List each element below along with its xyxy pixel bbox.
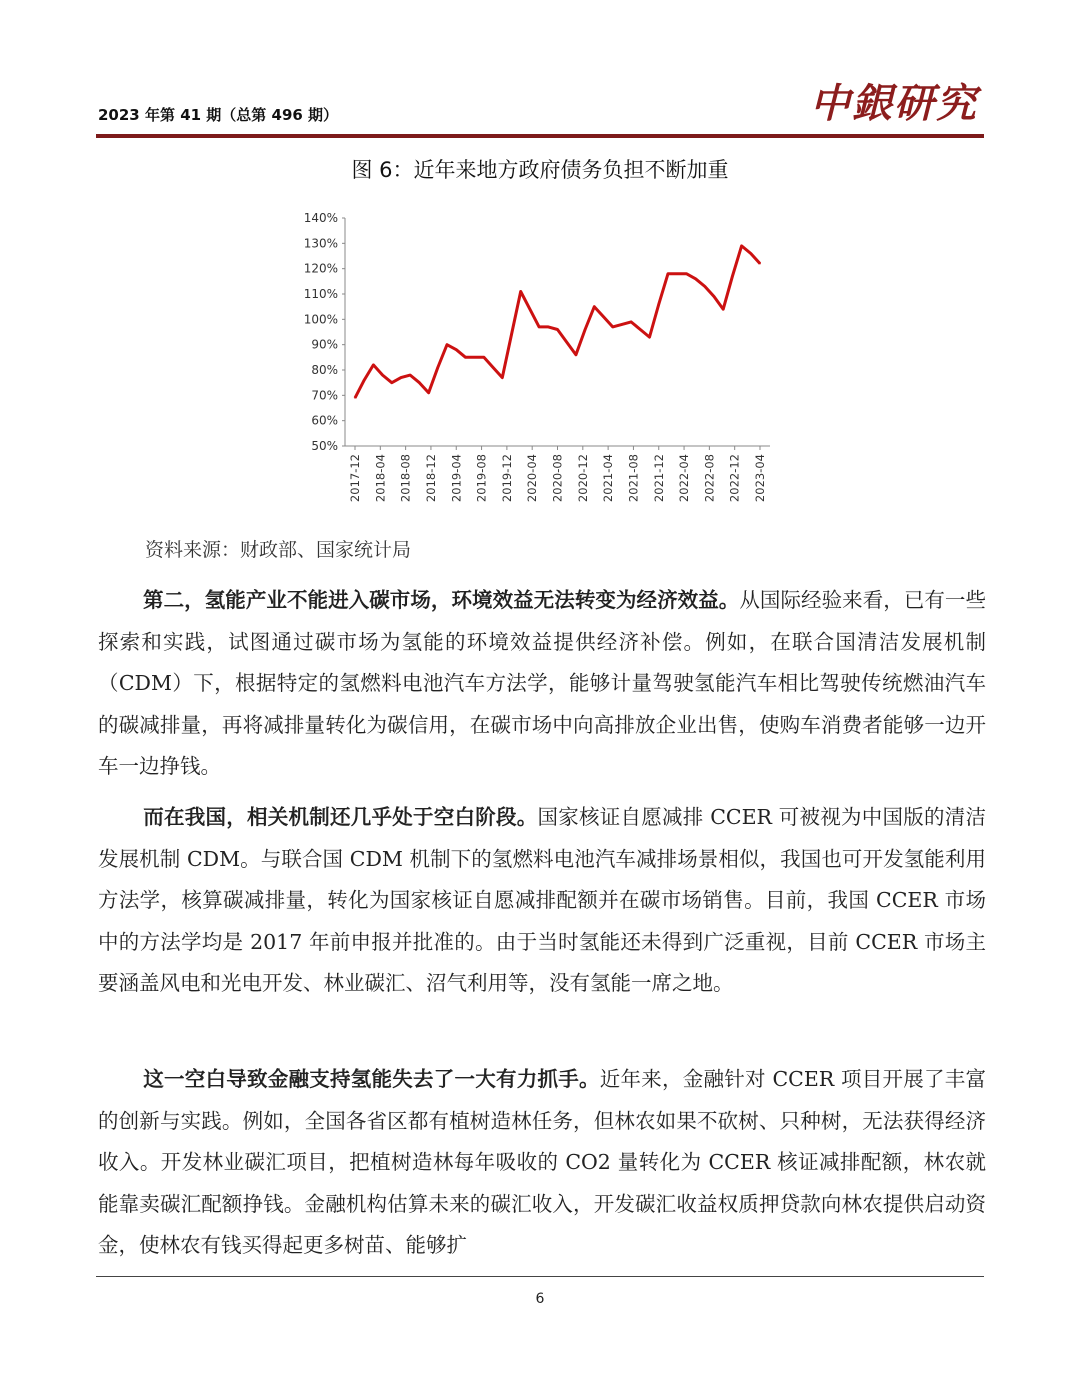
data-point — [732, 275, 734, 277]
data-point — [603, 316, 605, 318]
paragraph-2 — [98, 797, 986, 1005]
data-point — [667, 273, 669, 275]
data-point — [676, 273, 678, 275]
paragraph-1-lead: 第二，氢能产业不能进入碳市场，环境效益无法转变为经济效益。 — [143, 588, 740, 612]
y-tick-label: 60% — [311, 413, 338, 428]
y-tick-label: 100% — [303, 312, 338, 327]
data-point — [511, 334, 513, 336]
data-point — [455, 349, 457, 351]
paragraph-2-lead: 而在我国，相关机制还几乎处于空白阶段。 — [143, 805, 538, 829]
data-point — [437, 367, 439, 369]
data-point — [584, 329, 586, 331]
x-tick-label: 2017-12 — [348, 454, 362, 503]
data-point — [363, 379, 365, 381]
data-point — [686, 273, 688, 275]
y-tick-label: 130% — [303, 236, 338, 251]
data-point — [409, 374, 411, 376]
data-point — [750, 253, 752, 255]
y-tick-label: 80% — [311, 363, 338, 377]
data-point — [658, 303, 660, 305]
data-point — [382, 374, 384, 376]
paragraph-3-lead: 这一空白导致金融支持氢能失去了一大有力抓手。 — [143, 1067, 600, 1091]
x-tick-label: 2022-12 — [727, 454, 742, 503]
data-point — [538, 326, 540, 328]
data-point — [501, 377, 503, 379]
footer-rule — [96, 1276, 984, 1277]
data-point — [428, 392, 430, 394]
data-point — [474, 357, 476, 359]
data-point — [640, 329, 642, 331]
data-point — [704, 286, 706, 288]
series-line — [355, 246, 760, 398]
data-point — [400, 377, 402, 379]
paragraph-3 — [98, 1059, 986, 1267]
data-point — [594, 306, 596, 308]
data-point — [621, 324, 623, 326]
data-point — [722, 308, 724, 310]
data-point — [649, 336, 651, 338]
y-tick-label: 50% — [311, 439, 338, 453]
header-rule — [96, 134, 984, 138]
x-tick-label: 2022-08 — [702, 454, 717, 503]
data-point — [529, 308, 531, 310]
data-point — [759, 263, 761, 265]
brand-logo: 中銀研究 — [810, 80, 978, 127]
y-tick-label: 70% — [311, 388, 338, 403]
data-point — [566, 341, 568, 343]
data-point — [373, 364, 375, 366]
data-point — [575, 354, 577, 356]
x-tick-label: 2020-12 — [575, 454, 590, 503]
figure-title: 图 6：近年来地方政府债务负担不断加重 — [351, 158, 729, 182]
paragraph-1-body: 从国际经验来看，已有一些探索和实践，试图通过碳市场为氢能的环境效益提供经济补偿。例如，在联合国清洁发展机制（CDM）下，根据特定的氢燃料电池汽车方法学，能够计量驾驶氢能汽车相比驾驶传统燃油汽车的碳减排量，再将减排量转化为碳信用，在碳市场中向高排放企业出售，使购车消费者能够一边开车一边挣钱。 — [98, 588, 986, 778]
x-tick-label: 2020-04 — [525, 454, 540, 503]
paragraph-1 — [98, 580, 986, 788]
x-tick-label: 2022-04 — [677, 454, 692, 503]
data-point — [547, 326, 549, 328]
data-point — [419, 382, 421, 384]
data-point — [713, 296, 715, 298]
x-tick-label: 2018-04 — [373, 454, 388, 503]
data-point — [446, 344, 448, 346]
x-tick-label: 2019-04 — [449, 454, 464, 503]
figure-source: 资料来源：财政部、国家统计局 — [145, 539, 412, 561]
x-tick-label: 2018-08 — [398, 454, 413, 503]
data-point — [483, 357, 485, 359]
data-point — [492, 367, 494, 369]
data-point — [465, 357, 467, 359]
y-tick-label: 140% — [303, 211, 338, 225]
data-point — [695, 278, 697, 280]
issue-label: 2023 年第 41 期（总第 496 期） — [98, 106, 339, 124]
paragraph-3-body: 近年来，金融针对 CCER 项目开展了丰富的创新与实践。例如，全国各省区都有植树造林任务，但林农如果不砍树、只种树，无法获得经济收入。开发林业碳汇项目，把植树造林每年吸收的 CO2 量转化为 CCER 核证减排配额，林农就能靠卖碳汇配额挣钱。金融机构估算未来的碳汇收入，开发碳汇收益权质押贷款向林农提供启动资金，使林农有钱买得起更多树苗、能够扩 — [98, 1067, 986, 1257]
x-tick-label: 2021-08 — [626, 454, 641, 503]
data-point — [557, 329, 559, 331]
page-number: 6 — [535, 1291, 545, 1307]
x-tick-label: 2023-04 — [753, 454, 767, 503]
x-tick-label: 2019-08 — [474, 454, 489, 503]
paragraph-2-body: 国家核证自愿减排 CCER 可被视为中国版的清洁发展机制 CDM。与联合国 CDM 机制下的氢燃料电池汽车减排场景相似，我国也可开发氢能利用方法学，核算碳减排量，转化为国家核证自愿减排配额并在碳市场销售。目前，我国 CCER 市场中的方法学均是 2017 年前申报并批准的。由于当时氢能还未得到广泛重视，目前 CCER 市场主要涵盖风电和光电开发、林业碳汇、沼气利用等，没有氢能一席之地。 — [98, 805, 986, 995]
y-tick-label: 120% — [303, 261, 338, 276]
x-tick-label: 2021-12 — [651, 454, 666, 503]
x-tick-label: 2020-08 — [550, 454, 565, 503]
x-tick-label: 2018-12 — [423, 454, 438, 503]
line-chart — [290, 205, 790, 515]
x-tick-label: 2021-04 — [601, 454, 616, 503]
x-tick-label: 2019-12 — [499, 454, 514, 503]
data-point — [612, 326, 614, 328]
y-tick-label: 110% — [303, 287, 338, 301]
data-point — [630, 321, 632, 323]
data-point — [520, 291, 522, 293]
data-point — [391, 382, 393, 384]
y-tick-label: 90% — [311, 337, 338, 352]
data-point — [741, 245, 743, 247]
data-point — [354, 397, 356, 399]
